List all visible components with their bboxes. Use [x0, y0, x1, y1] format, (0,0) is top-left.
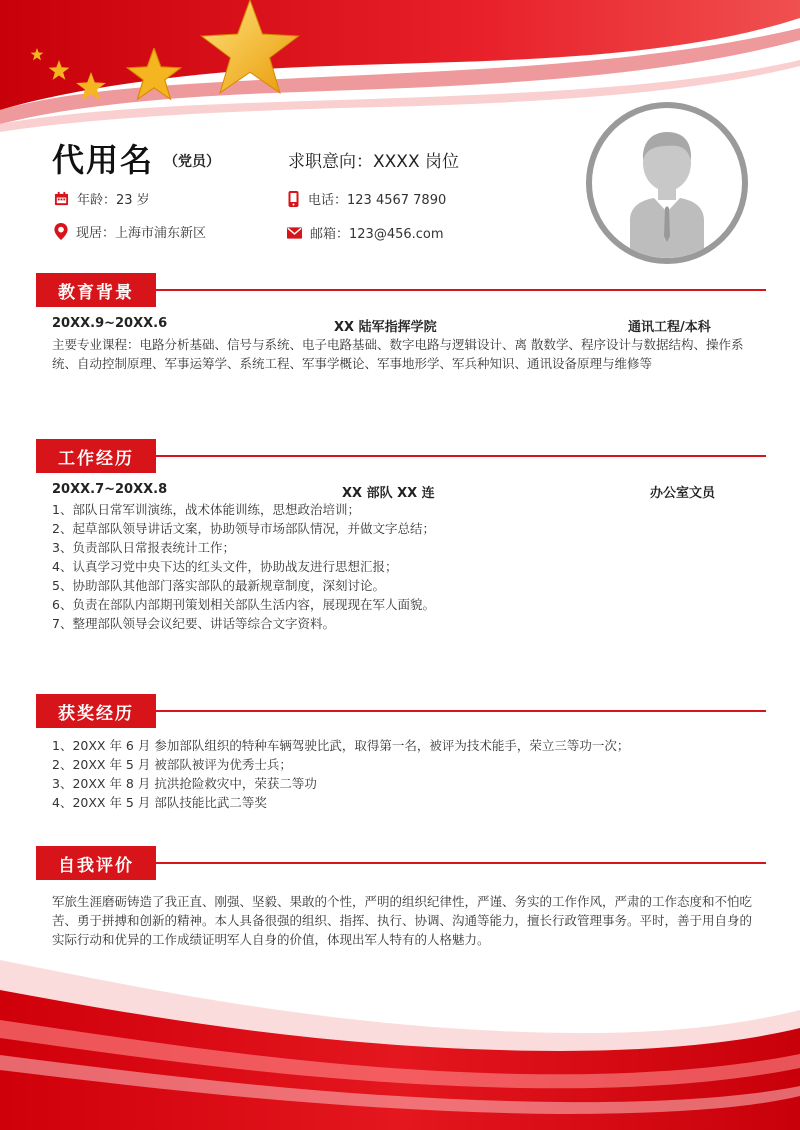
- party-status: （党员）: [164, 154, 220, 170]
- work-duty-list: [52, 500, 758, 633]
- section-divider: [156, 862, 766, 864]
- phone-info: [287, 189, 446, 208]
- section-divider: [156, 710, 766, 712]
- list-item: 7、整理部队领导会议纪要、讲话等综合文字资料。: [52, 616, 335, 631]
- awards-list: [52, 736, 758, 812]
- section-title-self-evaluation: 自我评价: [36, 846, 156, 880]
- list-item: 6、负责在部队内部期刊策划相关部队生活内容，展现现在军人面貌。: [52, 597, 435, 612]
- section-title-education: 教育背景: [36, 273, 156, 307]
- education-period: 20XX.9~20XX.6: [52, 316, 168, 331]
- self-evaluation-text: 军旅生涯磨砺铸造了我正直、刚强、坚毅、果敢的个性，严明的组织纪律性，严谨、务实的工作作风，严肃的工作态度和不怕吃苦、勇于拼搏和创新的精神。本人具备很强的组织、指挥、执行、协调、沟通等能力，擅长行政管理事务。平时，善于用自身的实际行动和优异的工作成绩证明军人自身的价值，体现出军人特有的人格魅力。: [52, 894, 753, 947]
- age-info: [54, 189, 150, 208]
- list-item: 2、起草部队领导讲话文案，协助领导市场部队情况，并做文字总结；: [52, 521, 435, 536]
- phone-icon: [287, 191, 300, 207]
- list-item: 4、20XX 年 5 月 部队技能比武二等奖: [52, 795, 267, 810]
- education-courses: 主要专业课程：电路分析基础、信号与系统、电子电路基础、数字电路与逻辑设计、离 散数学、程序设计与数据结构、操作系统、自动控制原理、军事运筹学、系统工程、军事学概论、军事地形学、军兵种知识、通讯设备原理与维修等: [52, 337, 744, 371]
- tiny-gold-star-icon: [48, 60, 70, 81]
- large-gold-star-icon: [195, 0, 305, 98]
- envelope-icon: [287, 227, 302, 239]
- work-role: 办公室文员: [650, 486, 716, 501]
- list-item: 3、20XX 年 8 月 抗洪抢险救灾中，荣获二等功: [52, 776, 317, 791]
- list-item: 1、20XX 年 6 月 参加部队组织的特种车辆驾驶比武，取得第一名，被评为技术能手，荣立三等功一次；: [52, 738, 630, 753]
- job-target: 求职意向：XXXX 岗位: [288, 152, 459, 172]
- section-divider: [156, 455, 766, 457]
- list-item: 1、部队日常军训演练，战术体能训练，思想政治培训；: [52, 502, 360, 517]
- education-school: XX 陆军指挥学院: [334, 320, 437, 335]
- person-silhouette-icon: [592, 108, 742, 258]
- residence-info: [54, 222, 206, 241]
- bottom-red-wave-decoration: [0, 950, 800, 1130]
- section-divider: [156, 289, 766, 291]
- list-item: 4、认真学习党中央下达的红头文件，协助战友进行思想汇报；: [52, 559, 398, 574]
- calendar-icon: [54, 191, 69, 206]
- education-major: 通讯工程/本科: [628, 320, 711, 335]
- candidate-name: 代用名: [52, 141, 155, 179]
- work-unit: XX 部队 XX 连: [342, 486, 435, 501]
- section-title-awards: 获奖经历: [36, 694, 156, 728]
- avatar: [586, 102, 748, 264]
- section-title-work: 工作经历: [36, 439, 156, 473]
- email-info: [287, 223, 444, 242]
- location-pin-icon: [54, 223, 68, 240]
- work-period: 20XX.7~20XX.8: [52, 482, 168, 497]
- phone-text: 电话：123 4567 7890: [308, 193, 447, 208]
- list-item: 2、20XX 年 5 月 被部队被评为优秀士兵；: [52, 757, 292, 772]
- email-text: 邮箱：123@456.com: [310, 227, 444, 242]
- small-gold-star-icon: [75, 72, 107, 102]
- list-item: 5、协助部队其他部门落实部队的最新规章制度，深刻讨论。: [52, 578, 385, 593]
- tiny-gold-star-icon-2: [30, 48, 44, 61]
- list-item: 3、负责部队日常报表统计工作；: [52, 540, 235, 555]
- age-text: 年龄：23 岁: [77, 193, 150, 208]
- medium-gold-star-icon: [124, 48, 184, 102]
- residence-text: 现居：上海市浦东新区: [76, 226, 207, 241]
